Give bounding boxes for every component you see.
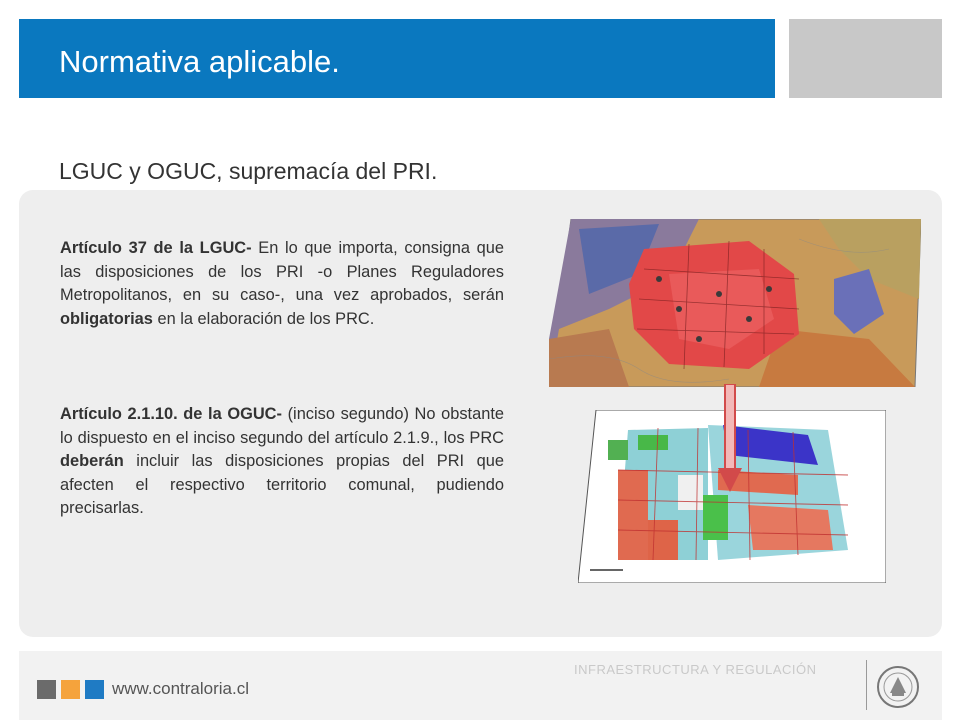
article-37-text-b: en la elaboración de los PRC. (152, 309, 375, 328)
article-2-1-10-text-b: incluir las disposiciones propias del PRI que afecten el respectivo territorio comunal, pudiendo (60, 452, 504, 494)
article-2-1-10-text-a: (inciso segundo) No obstante lo dispuesto en el inciso segundo del artículo 2.1.9., los PRC (60, 405, 504, 447)
footer-divider (866, 660, 867, 710)
article-2-1-10-bold-word: deberán (60, 452, 124, 471)
footer-square-orange (61, 680, 80, 699)
slide-title: Normativa aplicable. (59, 44, 340, 79)
slide-subtitle: LGUC y OGUC, supremacía del PRI. (59, 158, 438, 184)
title-bar (19, 19, 775, 98)
article-2-1-10-heading: Artículo 2.1.10. de la OGUC- (60, 405, 282, 423)
paragraph-article-2-1-10 (60, 403, 504, 521)
article-37-bold-word: obligatorias (60, 309, 153, 328)
paragraph-article-37 (60, 237, 504, 331)
article-2-1-10-text-c: precisarlas. (60, 499, 144, 518)
footer-square-gray (37, 680, 56, 699)
metropolitan-plan-map (549, 219, 921, 387)
down-arrow-icon (718, 384, 742, 494)
article-37-heading: Artículo 37 de la LGUC- (60, 239, 252, 257)
footer-caption: INFRAESTRUCTURA Y REGULACIÓN (574, 662, 817, 677)
article-37-text-a: En lo que importa, consigna que las disposiciones de los PRI -o Planes Reguladores Metropolitanos, en su caso-, una vez aprobados, serán (60, 239, 504, 305)
website-link[interactable]: www.contraloria.cl (112, 679, 249, 698)
footer-square-blue (85, 680, 104, 699)
article-2-1-10-body (60, 403, 504, 497)
header-gray-block (789, 19, 942, 98)
contraloria-seal-icon (876, 665, 920, 709)
